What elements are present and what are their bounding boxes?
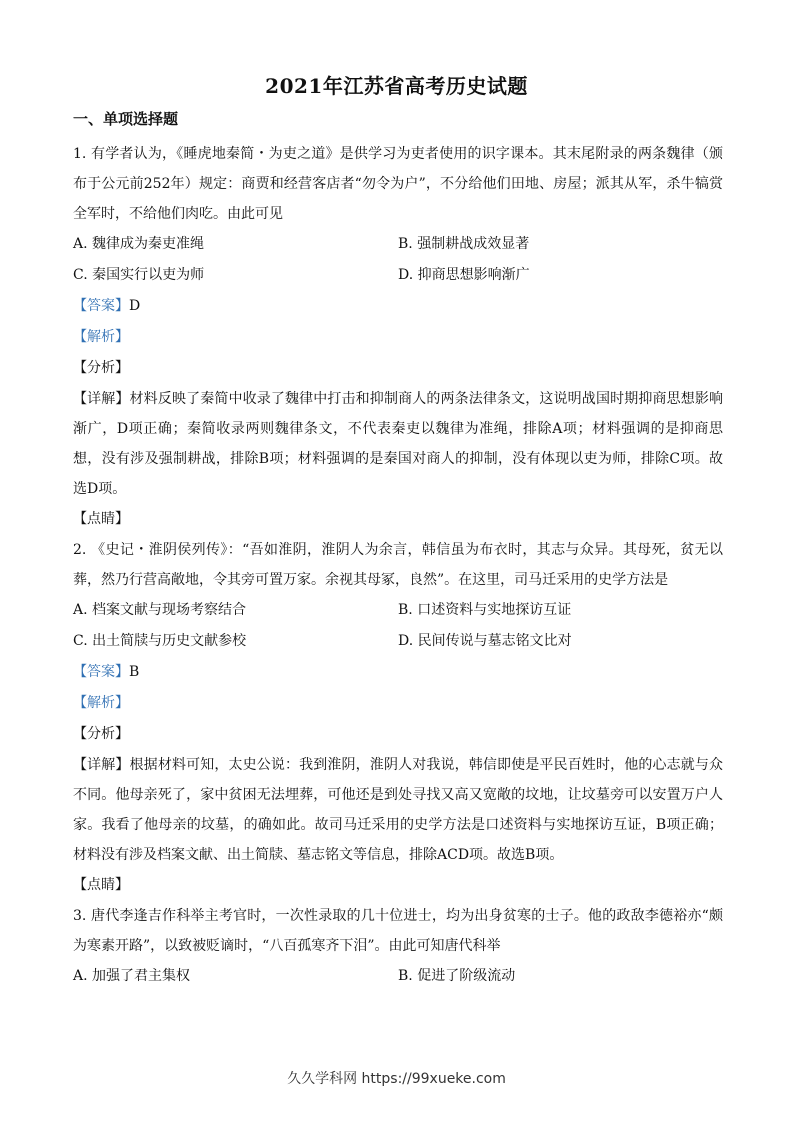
footer-watermark: 久久学科网 https://99xueke.com [287, 1071, 506, 1087]
q2-option-c: C. 出土简牍与历史文献参校 [73, 633, 247, 649]
section-heading: 一、单项选择题 [73, 110, 179, 128]
q2-option-a: A. 档案文献与现场考察结合 [73, 602, 247, 618]
question-2-stem: 2. 《史记・淮阴侯列传》：“吾如淮阴，淮阴人为余言，韩信虽为布衣时，其志与众异。其母死，贫无以葬，然乃行营高敞地，令其旁可置万家。余视其母冢，良然”。在这里，司马迁采用的史学方法是 [73, 542, 723, 588]
q2-answer-line [73, 657, 723, 688]
q1-option-b: B. 强制耕战成效显著 [398, 236, 530, 252]
q1-analysis-tag: 【解析】 [73, 329, 129, 345]
q1-fenxi-tag: 【分析】 [73, 360, 129, 376]
q2-answer-tag: 【答案】 [73, 664, 129, 680]
q1-detail-tag: 【详解】 [73, 391, 130, 407]
q2-detail-tag: 【详解】 [73, 757, 130, 773]
question-3-options-ab [73, 961, 723, 992]
q1-option-c: C. 秦国实行以吏为师 [73, 267, 205, 283]
q1-answer-value: D [129, 298, 141, 314]
q1-answer-line [73, 291, 723, 322]
q2-fenxi-tag: 【分析】 [73, 726, 129, 742]
question-2-options-ab [73, 595, 723, 626]
q1-option-d: D. 抑商思想影响渐广 [398, 267, 530, 283]
q1-detail-text: 材料反映了秦简中收录了魏律中打击和抑制商人的两条法律条文，这说明战国时期抑商思想影响渐广，D项正确；秦简收录两则魏律条文，不代表秦吏以魏律为准绳，排除A项；材料强调的是抑商思想，没有涉及强制耕战，排除B项；材料强调的是秦国对商人的抑制，没有体现以吏为师，排除C项。故选D项。 [73, 391, 724, 497]
question-1-options-ab [73, 229, 723, 260]
q2-option-b: B. 口述资料与实地探访互证 [398, 602, 572, 618]
q1-detail [73, 384, 723, 504]
q2-detail [73, 750, 723, 870]
q2-dianjing-tag: 【点睛】 [73, 877, 129, 893]
q2-analysis-tag: 【解析】 [73, 695, 129, 711]
question-3-stem: 3. 唐代李逢吉作科举主考官时，一次性录取的几十位进士，均为出身贫寒的士子。他的政敌李德裕亦“颇为寒素开路”，以致被贬谪时，“八百孤寒齐下泪”。由此可知唐代科举 [73, 908, 723, 954]
q2-option-d: D. 民间传说与墓志铭文比对 [398, 633, 572, 649]
question-list [73, 139, 723, 992]
q1-option-a: A. 魏律成为秦吏准绳 [73, 236, 205, 252]
q1-dianjing-tag: 【点睛】 [73, 511, 129, 527]
page-title: 2021年江苏省高考历史试题 [265, 74, 528, 98]
question-2-options-cd [73, 626, 723, 657]
question-1-options-cd [73, 260, 723, 291]
q1-answer-tag: 【答案】 [73, 298, 129, 314]
q2-answer-value: B [129, 664, 140, 680]
q3-option-a: A. 加强了君主集权 [73, 968, 191, 984]
q3-option-b: B. 促进了阶级流动 [398, 968, 516, 984]
question-1-stem: 1. 有学者认为，《睡虎地秦简・为吏之道》是供学习为吏者使用的识字课本。其末尾附录的两条魏律（颁布于公元前252年）规定：商贾和经营客店者“勿令为户”，不分给他们田地、房屋；派其从军，杀牛犒赏全军时，不给他们肉吃。由此可见 [73, 146, 723, 222]
q2-detail-text: 根据材料可知，太史公说：我到淮阴，淮阴人对我说，韩信即使是平民百姓时，他的心志就与众不同。他母亲死了，家中贫困无法埋葬，可他还是到处寻找又高又宽敞的坟地，让坟墓旁可以安置万户人家。我看了他母亲的坟墓，的确如此。故司马迁采用的史学方法是口述资料与实地探访互证，B项正确；材料没有涉及档案文献、出土简牍、墓志铭文等信息，排除ACD项。故选B项。 [73, 757, 724, 863]
